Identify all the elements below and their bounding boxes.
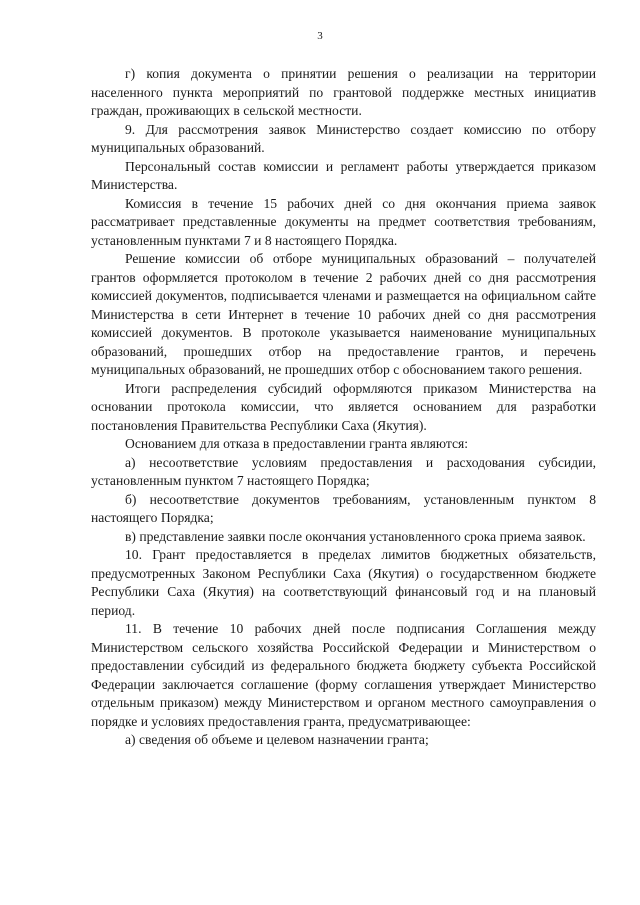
paragraph-commission-review: Комиссия в течение 15 рабочих дней со дня окончания приема заявок рассматривает представленные документы на предмет соответствия требованиям, установленным пунктами 7 и 8 настоящего Порядка. — [91, 195, 596, 248]
paragraph-clause-11: 11. В течение 10 рабочих дней после подписания Соглашения между Министерством сельского хозяйства Российской Федерации и Министерством о предоставлении субсидий из федерального бюджета бюджету субъекта Российской Федерации заключается соглашение (форму соглашения утверждает Министерство отдельным приказом) между Министерством и органом местного самоуправления о порядке и условиях предоставления гранта, предусматривающее: — [91, 621, 596, 729]
paragraph-clause-10: 10. Грант предоставляется в пределах лимитов бюджетных обязательств, предусмотренных Законом Республики Саха (Якутия) о государственном бюджете Республики Саха (Якутия) на соответствующий финансовый год и на плановый период. — [91, 547, 596, 618]
page-number: 3 — [317, 30, 323, 42]
paragraph-item-g: г) копия документа о принятии решения о реализации на территории населенного пункта мероприятий по грантовой поддержке местных инициатив граждан, проживающих в сельской местности. — [91, 66, 596, 118]
paragraph-commission-decision: Решение комиссии об отборе муниципальных образований – получателей грантов оформляется протоколом в течение 2 рабочих дней со дня рассмотрения комиссией документов, подписывается членами и размещается на официальном сайте Министерства в сети Интернет в течение 10 рабочих дней со дня рассмотрения комиссией документов. В протоколе указывается наименование муниципальных образований, прошедших отбор на предоставление грантов, и перечень муниципальных образований, не прошедших отбор с обоснованием такого решения. — [91, 251, 596, 377]
paragraph-distribution-results: Итоги распределения субсидий оформляются приказом Министерства на основании протокола комиссии, что является основанием для разработки постановления Правительства Республики Саха (Якутия). — [91, 380, 596, 433]
paragraph-agreement-item-a: а) сведения об объеме и целевом назначении гранта; — [125, 732, 429, 747]
paragraph-refusal-grounds: Основанием для отказа в предоставлении гранта являются: — [125, 436, 469, 451]
document-body — [91, 65, 596, 750]
paragraph-clause-9: 9. Для рассмотрения заявок Министерство создает комиссию по отбору муниципальных образований. — [91, 121, 596, 155]
paragraph-refusal-item-a: а) несоответствие условиям предоставления и расходования субсидии, установленным пунктом 7 настоящего Порядка; — [91, 454, 596, 488]
paragraph-refusal-item-v: в) представление заявки после окончания установленного срока приема заявок. — [125, 528, 586, 544]
paragraph-commission-composition: Персональный состав комиссии и регламент работы утверждается приказом Министерства. — [91, 158, 596, 192]
paragraph-refusal-item-b: б) несоответствие документов требованиям, установленным пунктом 8 настоящего Порядка; — [91, 491, 596, 525]
